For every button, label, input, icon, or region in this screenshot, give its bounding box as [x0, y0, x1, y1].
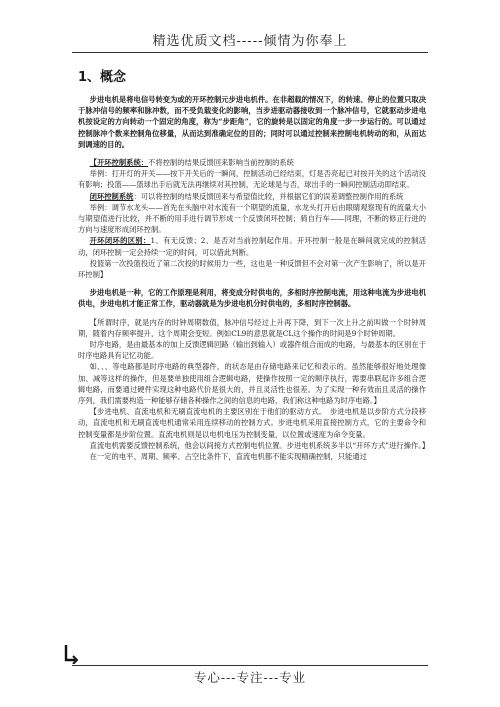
footer-rule: [72, 665, 428, 666]
page-header: 精选优质文档-----倾情为你奉上: [152, 34, 348, 49]
difference-label: 开环闭环的区别：: [89, 236, 151, 246]
paragraph-open-loop-example: 举例：打开灯的开关——按下开关后的一瞬间，控制活动已经结束，灯是否亮起已对按开关的这个活动没有影响；投篮——篮球出手后就无法再继续对其控制，无论球是与否，球出手的一瞬间控制活动即结束。: [78, 169, 426, 190]
closed-loop-text: ：可以将控制的结果反馈回来与希望值比较，并根据它们的误差调整控制作用的系统: [133, 191, 404, 201]
paragraph-stepper-principle: 步进电机是一种，它的工作原理是利用，将变成分时供电的，多相时序控制电流，用这种电流为步进电机供电，步进电机才能正常工作，驱动器就是为步进电机分时供电的，多相时序控制器。: [78, 288, 426, 309]
paragraph-closed-loop-example: 举例：调节水龙头——首先在头脑中对水流有一个期望的流量，水龙头打开后由眼睛观察现有的流量大小与期望值进行比较，并不断的用手进行调节形成一个反馈闭环控制；骑自行车——同理，不断的修正行进的方向与速度形成闭环控制。: [78, 202, 426, 235]
paragraph-difference: [78, 235, 426, 257]
continuation-arrow-icon: [64, 644, 78, 664]
open-loop-label: 【开环控制系统：: [89, 158, 149, 168]
paragraph-basketball: 投篮第一次投篮投近了第二次投的时候用力一些，这也是一种反馈但不会对第一次产生影响了，所以是开环控制】: [78, 258, 426, 280]
header-rule: [72, 52, 428, 53]
paragraph-dc-feedback: 直流电机需要反馈控制系统，他会以间接方式控制电机位置。步进电机系统多半以“开环方式”进行操作。】: [89, 440, 430, 450]
difference-text: 1、有无反馈；2、是否对当前控制起作用。开环控制一般是在瞬间就完成的控制活动，闭环控制一定会持续一定的时间，可以借此判断。: [78, 236, 426, 257]
paragraph-timing: 【所谓时序，就是内存的时钟周期数值，脉冲信号经过上升再下降，到下一次上升之前叫做一个时钟周期，随着内存频率提升，这个周期会变短。例如CL9的意思就是CL这个操作的时间是9个时钟周期。: [78, 317, 426, 338]
page-footer: 专心---专注---专业: [193, 670, 307, 685]
document-body: [78, 66, 430, 462]
section-heading: 1、概念: [78, 70, 127, 85]
paragraph-sequential-detail: 如、、、等电路都是时序电路的典型器件，的状态是由存储电路来记忆和表示的。虽然能够很好地处理像加、减等这样的操作，但是要单独使用组合逻辑电路，使操作按照一定的顺序执行，需要串联起许多组合逻辑电路，而要通过硬件实现这种电路代价是很大的，并且灵活性也很差。为了实现一种有效而且灵活的操作序列，我们需要构造一种能够存储各种操作之间的信息的电路，我们称这种电路为时序电路。】: [78, 362, 426, 406]
closed-loop-label: 闭环控制系统: [89, 191, 134, 201]
open-loop-text: 不将控制的结果反馈回来影响当前控制的系统: [148, 158, 294, 168]
paragraph-sequential-circuit: 时序电路，是由最基本的加上反馈逻辑回路（输出到输入）或器件组合而成的电路，与最基本的区别在于时序电路具有记忆功能。: [78, 340, 426, 361]
paragraph-motor-difference: 【步进电机、直流电机和无刷直流电机的主要区别在于他们的驱动方式。 步进电机是以步阶方式分段移动，直流电机和无刷直流电机通常采用连续移动的控制方式。步进电机采用直接控制方式，它的主要命令和控制变量都是步阶位置。直流电机则是以电机电压为控制变量，以位置或速度为命令变量。: [78, 407, 426, 439]
paragraph-open-loop: [78, 157, 426, 168]
paragraph-stepper-definition: 步进电机是将电信号转变为或的开环控制元步进电机件。在非超载的情况下，的转速、停止的位置只取决于脉冲信号的频率和脉冲数，而不受负载变化的影响，当步进驱动器接收到一个脉冲信号，它就驱动步进电机按设定的方向转动一个固定的角度，称为“步距角”，它的旋转是以固定的角度一步一步运行的。可以通过控制脉冲个数来控制角位移量，从而达到准确定位的目的；同时可以通过控制来控制电机转动的和，从而达到调速的目的。: [78, 95, 426, 149]
paragraph-closed-loop: [78, 191, 426, 202]
paragraph-dc-control: 在一定的电平、周期、频率、占空比条件下，直流电机都不能实现精确控制，只能通过: [89, 452, 367, 462]
